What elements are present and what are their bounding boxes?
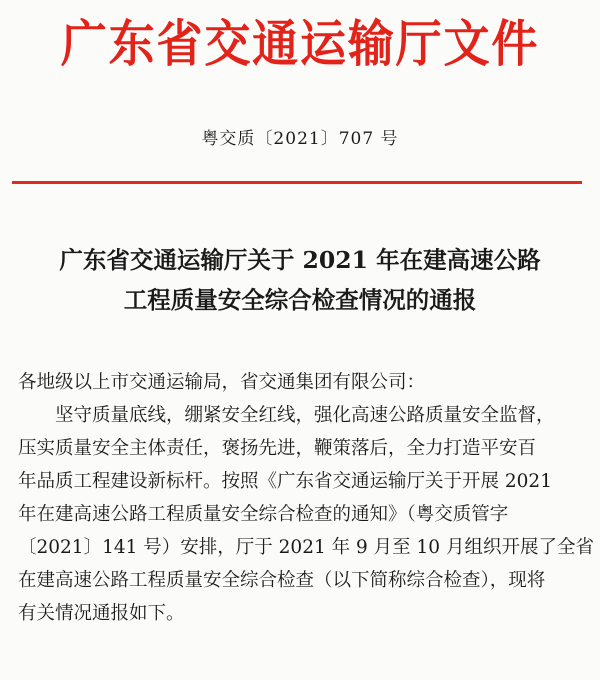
body-line: 年品质工程建设新标杆。按照《广东省交通运输厅关于开展 2021 — [18, 471, 552, 492]
body-line: 年在建高速公路工程质量安全综合检查的通知》（粤交质管字 — [18, 504, 509, 525]
body-line: 坚守质量底线，绷紧安全红线，强化高速公路质量安全监督， — [55, 405, 555, 426]
body-line: 〔2021〕141 号）安排，厅于 2021 年 9 月至 10 月组织开展了全省 — [18, 537, 594, 558]
red-divider-line — [12, 181, 582, 184]
title-line-2: 工程质量安全综合检查情况的通报 — [123, 286, 477, 314]
document-body — [18, 366, 594, 630]
document-title — [0, 240, 600, 320]
body-line: 在建高速公路工程质量安全综合检查（以下简称综合检查），现将 — [18, 570, 546, 591]
salutation: 各地级以上市交通运输局，省交通集团有限公司： — [18, 372, 426, 393]
body-line: 有关情况通报如下。 — [18, 603, 185, 624]
letterhead-title: 广东省交通运输厅文件 — [60, 15, 540, 73]
document-number: 粤交质〔2021〕707 号 — [201, 129, 399, 149]
title-line-1: 广东省交通运输厅关于 2021 年在建高速公路 — [59, 246, 541, 274]
body-line: 压实质量安全主体责任，褒扬先进，鞭策落后，全力打造平安百 — [18, 438, 537, 459]
